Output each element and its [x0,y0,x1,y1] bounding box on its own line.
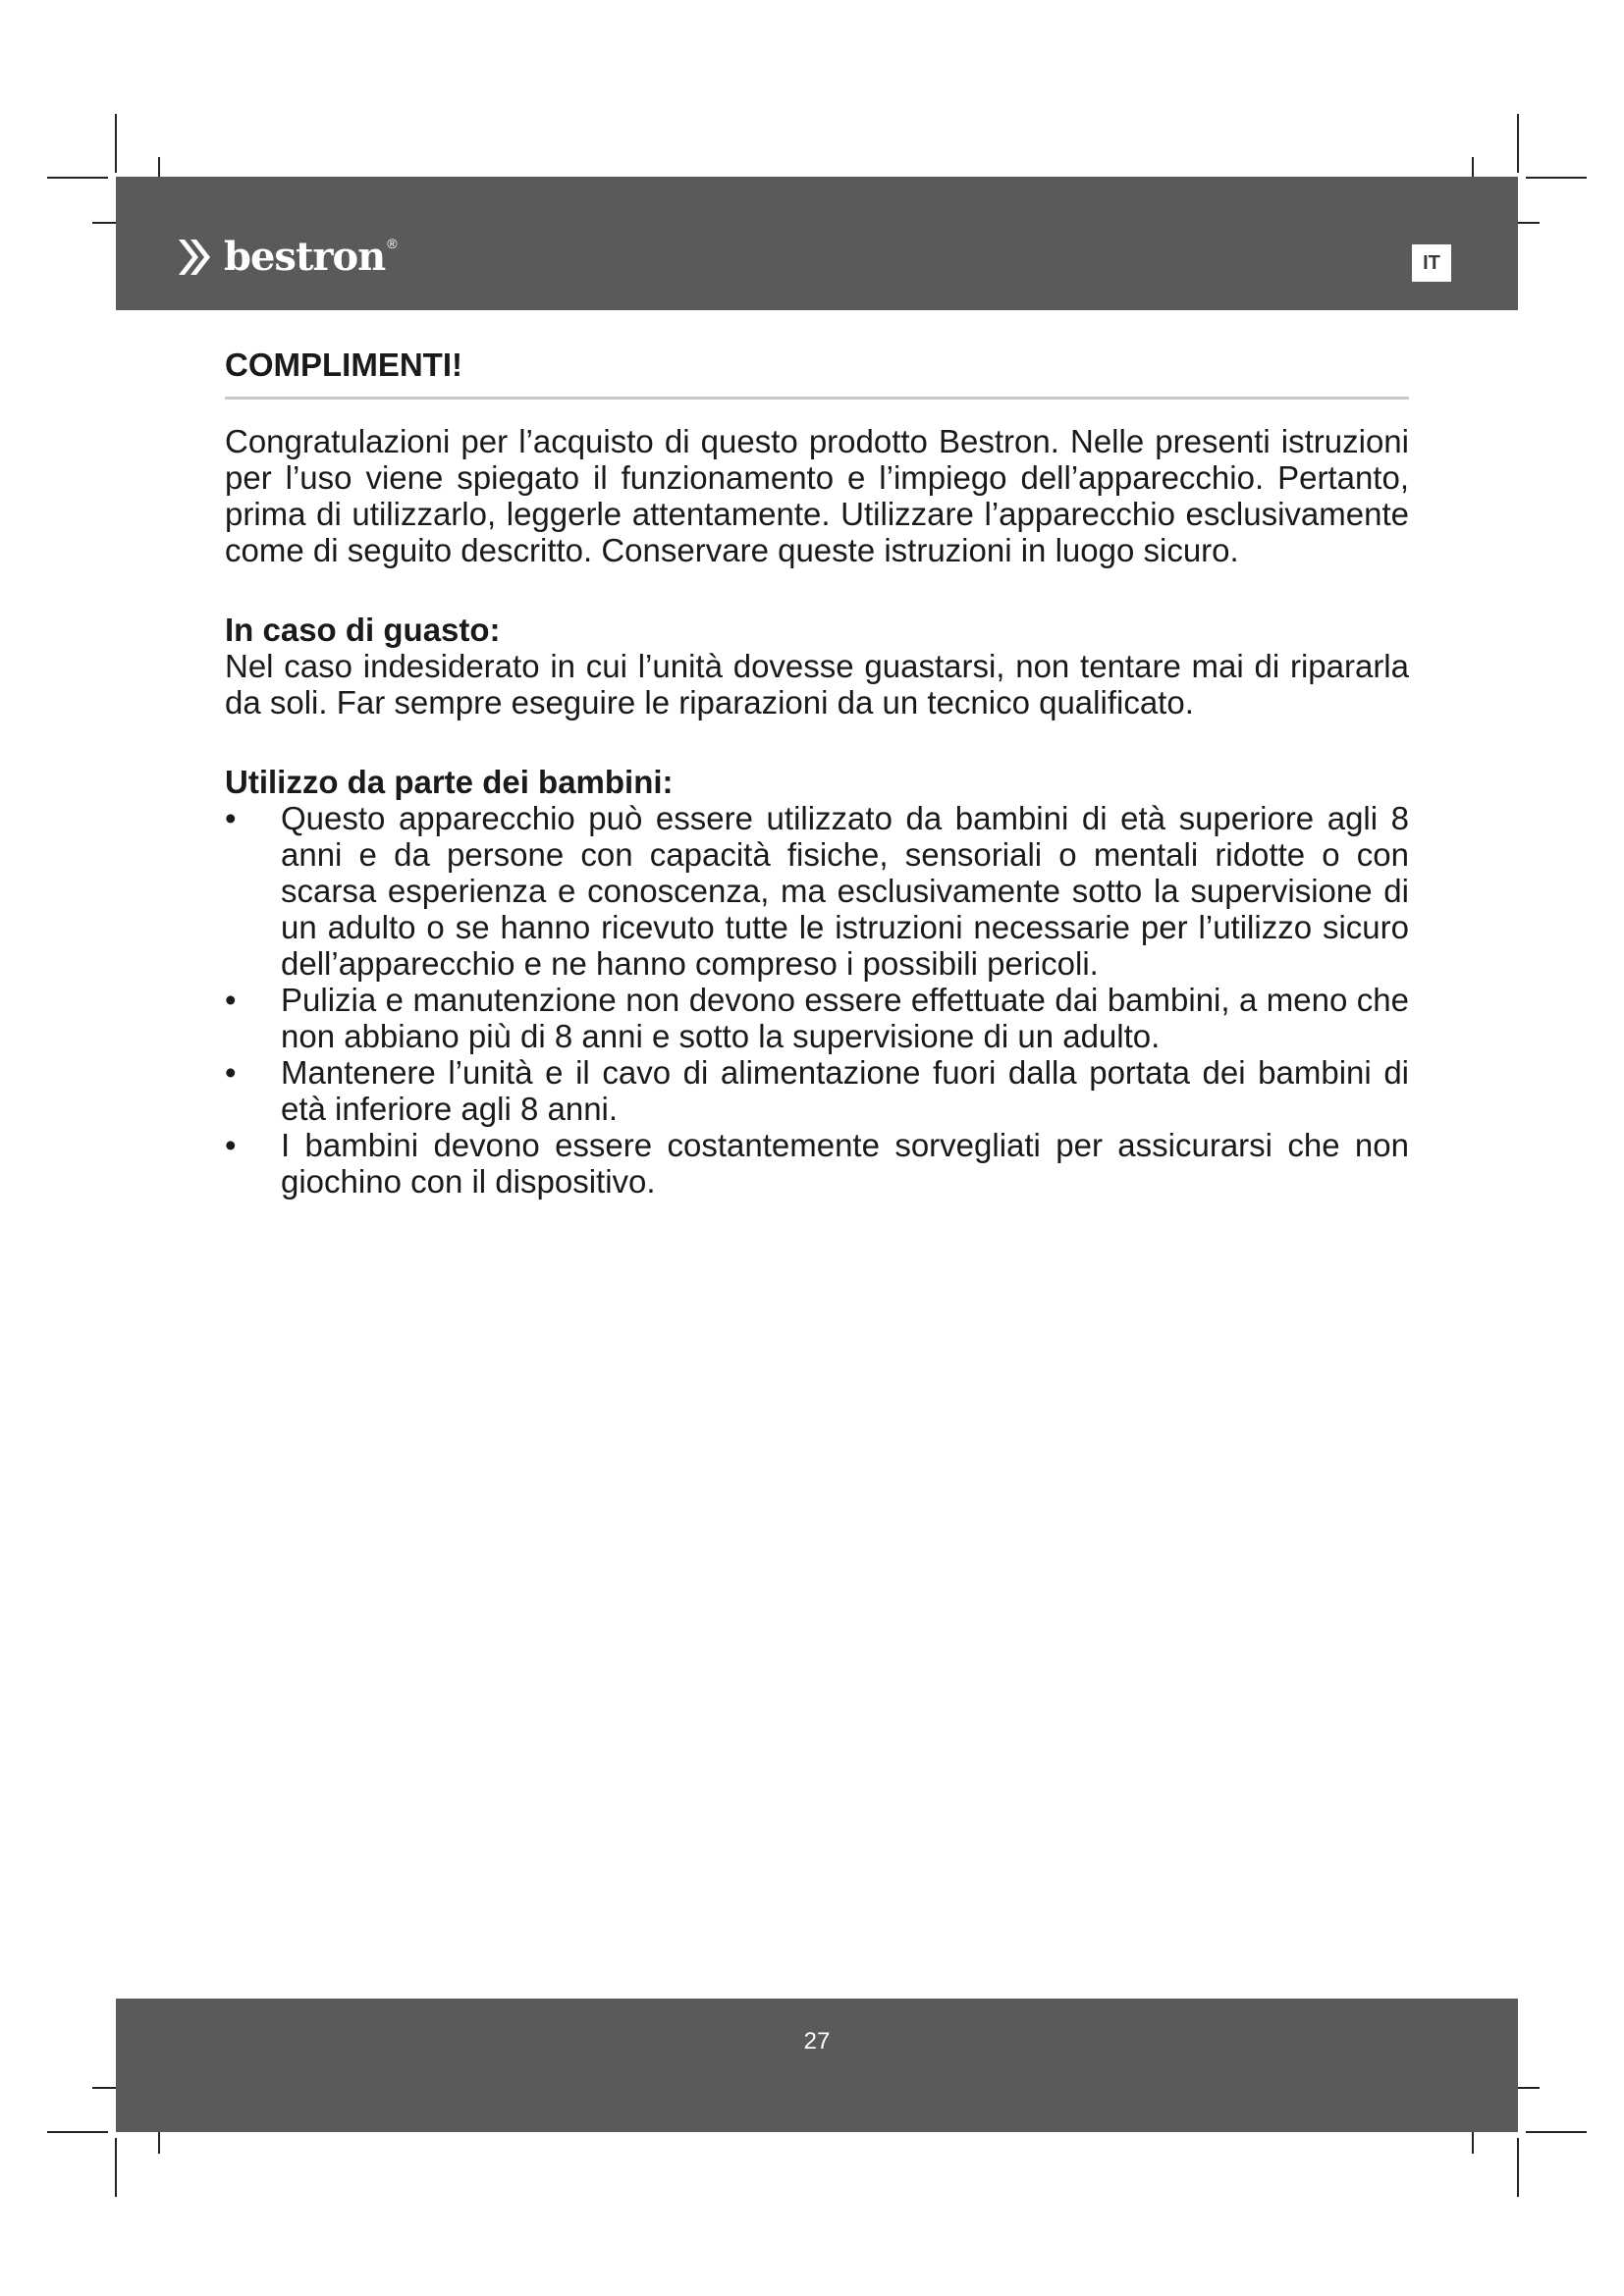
bullet-icon: • [225,800,237,836]
language-badge: IT [1412,244,1451,282]
crop-mark [115,2138,117,2197]
footer-band [116,1999,1518,2132]
list-item [225,982,1409,1054]
crop-mark [47,177,108,179]
list-item-text: Mantenere l’unità e il cavo di alimentazione fuori dalla portata dei bambini di età inferiore agli 8 anni. [281,1054,1409,1127]
crop-mark [1526,177,1587,179]
title-divider [225,397,1409,400]
crop-mark [1526,2131,1587,2133]
list-item [225,1127,1409,1200]
fault-section [225,612,1409,721]
list-item [225,800,1409,982]
header-band [116,177,1518,310]
crop-mark [1517,114,1519,173]
list-item-text: Pulizia e manutenzione non devono essere effettuate dai bambini, a meno che non abbiano più di 8 anni e sotto la supervisione di un adulto. [281,982,1409,1054]
bestron-logo [177,234,398,281]
children-section [225,764,1409,1200]
page-number: 27 [803,2028,831,2055]
chevrons-icon [177,238,216,277]
crop-mark [1517,2138,1519,2197]
fault-heading: In caso di guasto: [225,612,501,648]
children-heading: Utilizzo da parte dei bambini: [225,764,674,800]
list-item [225,1054,1409,1127]
bullet-icon: • [225,1127,237,1163]
bullet-icon: • [225,1054,237,1091]
page-title: COMPLIMENTI! [225,347,462,383]
registered-mark: ® [387,236,398,251]
children-list [225,800,1409,1200]
list-item-text: Questo apparecchio può essere utilizzato da bambini di età superiore agli 8 anni e da persone con capacità fisiche, sensoriali o mentali ridotte o con scarsa esperienza e conoscenza, ma esclusivamente sotto la supervisione di un adulto o se hanno ricevuto tutte le istruzioni necessarie per l’utilizzo sicuro dell’apparecchio e ne hanno compreso i possibili pericoli. [281,800,1409,982]
page-content [225,346,1409,1200]
crop-mark [115,114,117,173]
bullet-icon: • [225,982,237,1018]
list-item-text: I bambini devono essere costantemente sorvegliati per assicurarsi che non giochino con il dispositivo. [281,1127,1409,1200]
fault-paragraph: Nel caso indesiderato in cui l’unità dovesse guastarsi, non tentare mai di ripararla da soli. Far sempre eseguire le riparazioni da un tecnico qualificato. [225,648,1409,721]
intro-paragraph: Congratulazioni per l’acquisto di questo prodotto Bestron. Nelle presenti istruzioni per l’uso viene spiegato il funzionamento e l’impiego dell’apparecchio. Pertanto, prima di utilizzarlo, leggerle attentamente. Utilizzare l’apparecchio esclusivamente come di seguito descritto. Conservare queste istruzioni in luogo sicuro. [225,423,1409,568]
logo-wordmark: bestron [224,234,386,280]
crop-mark [47,2131,108,2133]
